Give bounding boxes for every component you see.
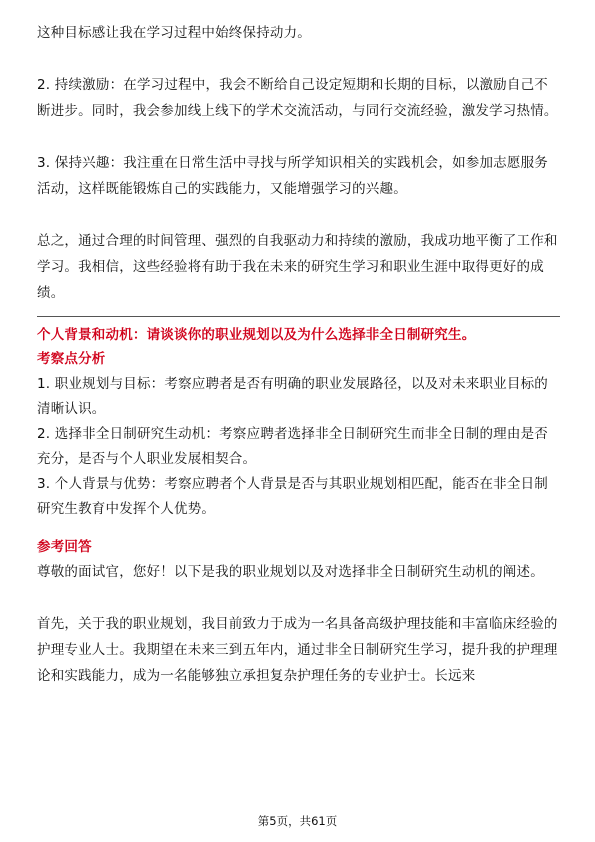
answer-body: 首先，关于我的职业规划，我目前致力于成为一名具备高级护理技能和丰富临床经验的护理专业人士。我期望在未来三到五年内，通过非全日制研究生学习，提升我的护理理论和实践能力，成为一名能够独立承担复杂护理任务的专业护士。长远来 (37, 616, 558, 684)
answer-intro: 尊敬的面试官，您好！以下是我的职业规划以及对选择非全日制研究生动机的阐述。 (37, 564, 544, 580)
analysis-item: 1. 职业规划与目标：考察应聘者是否有明确的职业发展路径，以及对未来职业目标的清晰认识。 (37, 376, 548, 417)
answer-section (37, 535, 560, 689)
paragraph-goal-motivation: 这种目标感让我在学习过程中始终保持动力。 (37, 25, 311, 41)
interview-question: 个人背景和动机：请谈谈你的职业规划以及为什么选择非全日制研究生。 (37, 327, 476, 343)
analysis-item: 3. 个人背景与优势：考察应聘者个人背景是否与其职业规划相匹配，能否在非全日制研究生教育中发挥个人优势。 (37, 476, 548, 517)
section-divider (37, 316, 560, 317)
analysis-title: 考察点分析 (37, 351, 106, 367)
analysis-item: 2. 选择非全日制研究生动机：考察应聘者选择非全日制研究生而非全日制的理由是否充分，是否与个人职业发展相契合。 (37, 426, 548, 467)
paragraph-summary: 总之，通过合理的时间管理、强烈的自我驱动力和持续的激励，我成功地平衡了工作和学习。我相信，这些经验将有助于我在未来的研究生学习和职业生涯中取得更好的成绩。 (37, 233, 558, 301)
paragraph-keep-interest: 3. 保持兴趣：我注重在日常生活中寻找与所学知识相关的实践机会，如参加志愿服务活动，这样既能锻炼自己的实践能力，又能增强学习的兴趣。 (37, 155, 548, 197)
page-content (37, 20, 560, 689)
answer-title: 参考回答 (37, 539, 92, 555)
analysis-section (37, 347, 560, 522)
page-footer: 第5页，共61页 (257, 814, 338, 828)
paragraph-continuous-motivation: 2. 持续激励：在学习过程中，我会不断给自己设定短期和长期的目标，以激励自己不断进步。同时，我会参加线上线下的学术交流活动，与同行交流经验，激发学习热情。 (37, 77, 558, 119)
